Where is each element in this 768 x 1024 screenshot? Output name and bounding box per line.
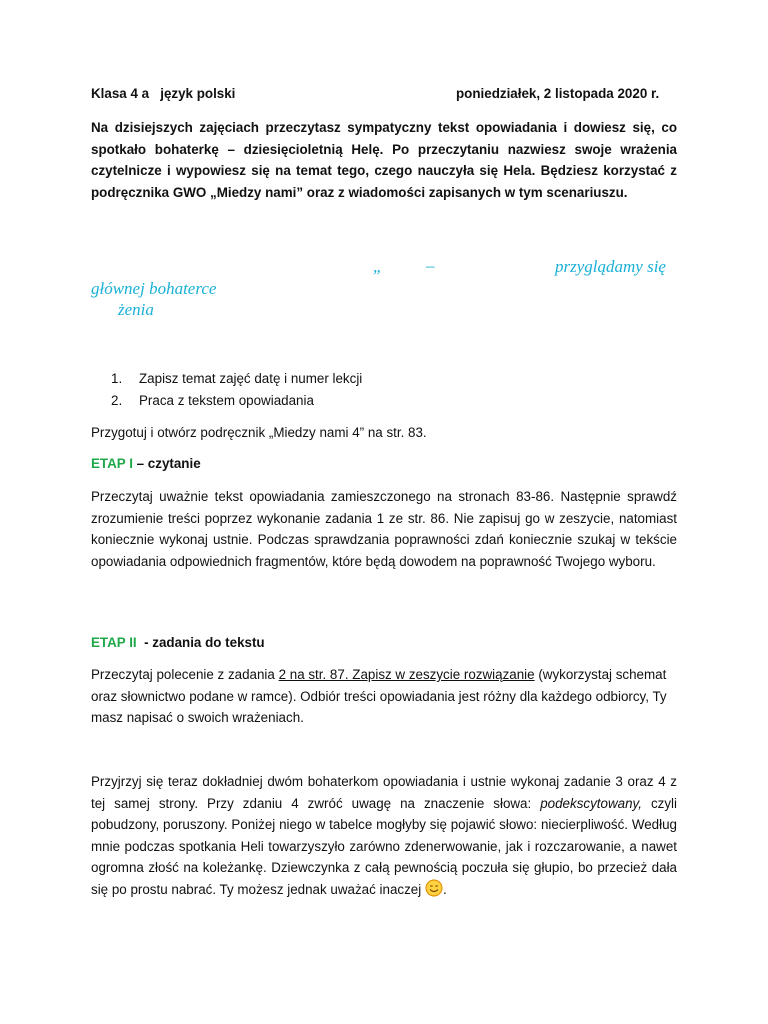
topic-dash: – — [426, 256, 435, 275]
etap-1-body: Przeczytaj uważnie tekst opowiadania zamieszczonego na stronach 83-86. Następnie sprawdź zrozumienie treści poprzez wykonanie zadania 1 ze str. 86. Nie zapisuj go w zeszycie, natomiast koniecznie wykonaj ustnie. Podczas sprawdzania poprawności zdań koniecznie szukaj w tekście opowiadania odpowiednich fragmentów, które będą dowodem na poprawność Twojego wyboru. — [91, 489, 677, 569]
topic-part-2: głównej bohaterce — [91, 279, 217, 298]
final-text-pre: Przyjrzyj się teraz dokładniej dwóm bohaterkom opowiadania i ustnie wykonaj zadanie 3 oraz 4 z tej samej strony. Przy zdaniu 4 zwróć uwagę na znaczenie słowa: — [91, 774, 677, 811]
etap-1-label: ETAP I — [91, 456, 133, 471]
list-item-number: 1. — [111, 371, 123, 386]
smiley-icon — [425, 879, 443, 904]
etap-2-body — [91, 664, 677, 729]
etap-2-heading — [91, 635, 265, 650]
topic-part-1: przyglądamy się — [555, 257, 666, 276]
etap-2-suffix: - zadania do tekstu — [136, 635, 265, 650]
topic-part-3: żenia — [118, 300, 154, 319]
prepare-line: Przygotuj i otwórz podręcznik „Miedzy nami 4” na str. 83. — [91, 425, 427, 440]
etap-1-heading — [91, 456, 201, 471]
final-text-end: . — [442, 881, 447, 897]
list-item-text: Praca z tekstem opowiadania — [139, 392, 314, 408]
final-text-post: czyli pobudzony, poruszony. Poniżej niego w tabelce mogłyby się pojawić słowo: niecierpliwość. Według mnie podczas spotkania Heli towarzyszyło zarówno zdenerwowanie, jak i rozczarowanie, a nawet ogromna złość na koleżankę. Dziewczynka z całą pewnością poczuła się głupio, bo przecież dała się po prostu nabrać. Ty możesz jednak uważać inaczej — [91, 795, 677, 897]
etap-2-body-underlined: 2 na str. 87. Zapisz w zeszycie rozwiązanie — [278, 667, 535, 682]
list-item-number: 2. — [111, 392, 123, 408]
class-subject: Klasa 4 a język polski — [91, 86, 236, 101]
etap-2-label: ETAP II — [91, 635, 137, 650]
list-item-text: Zapisz temat zajęć datę i numer lekcji — [139, 371, 363, 386]
final-text-italic: podekscytowany, — [540, 795, 642, 811]
topic-quote-mark: „ — [373, 257, 383, 276]
intro-paragraph: Na dzisiejszych zajęciach przeczytasz sympatyczny tekst opowiadania i dowiesz się, co spotkało bohaterkę – dziesięcioletnią Helę. Po przeczytaniu nazwiesz swoje wrażenia czytelnicze i wypowiesz się na temat tego, czego nauczyła się Hela. Będziesz korzystać z podręcznika GWO „Miedzy nami” oraz z wiadomości zapisanych w tym scenariuszu. — [91, 120, 677, 200]
etap-2-body-post: (wykorzystaj schemat oraz słownictwo podane w ramce). Odbiór treści opowiadania jest różny dla każdego odbiorcy, Ty masz napisać o swoich wrażeniach. — [91, 667, 667, 725]
final-paragraph — [91, 771, 677, 903]
etap-2-body-pre: Przeczytaj polecenie z zadania — [91, 667, 279, 682]
lesson-date: poniedziałek, 2 listopada 2020 r. — [456, 86, 660, 101]
etap-1-suffix: – czytanie — [132, 456, 201, 471]
